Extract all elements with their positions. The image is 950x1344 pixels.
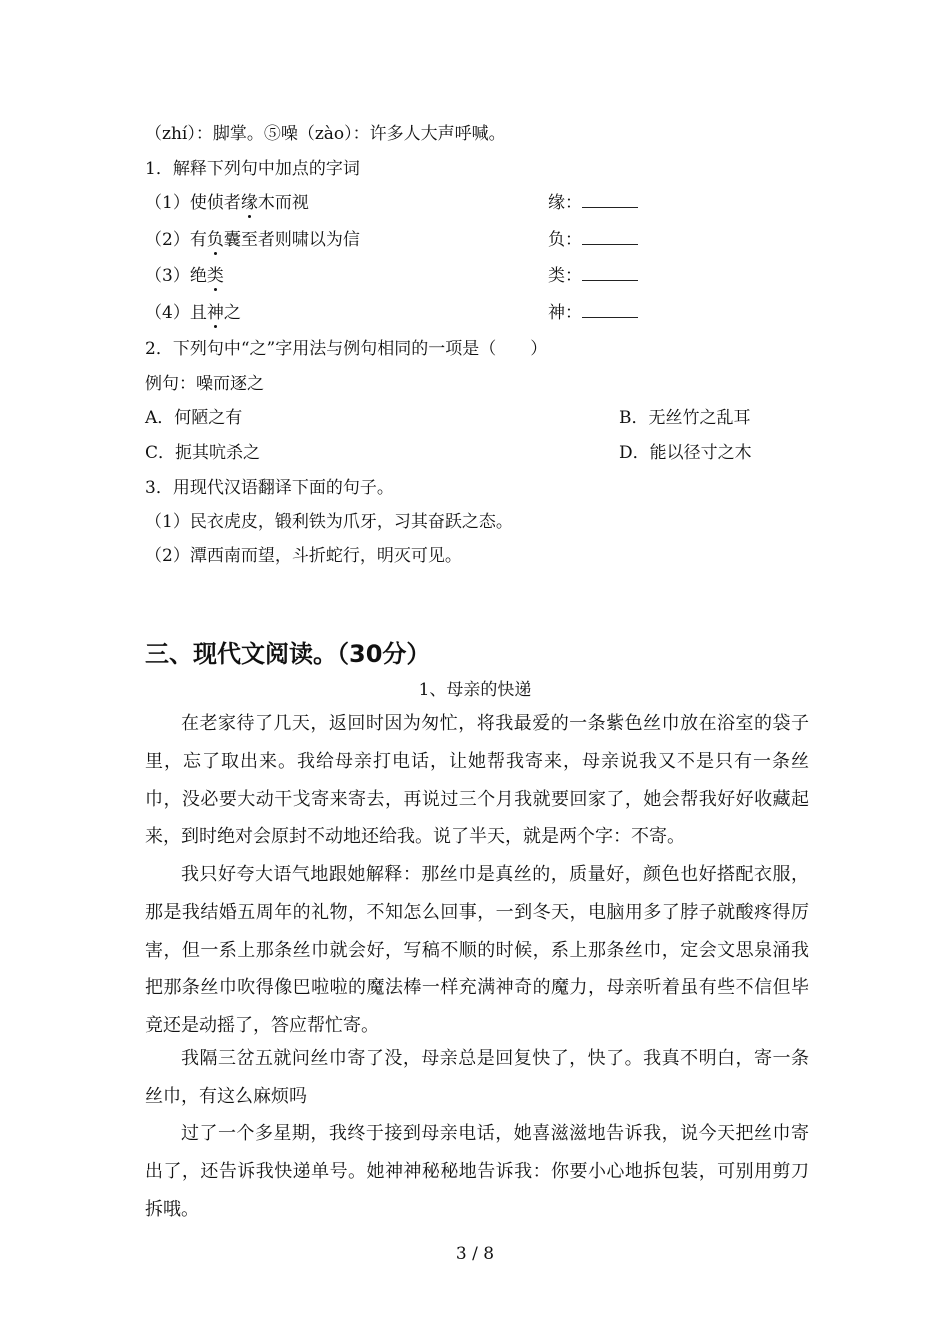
article-paragraph: 我只好夸大语气地跟她解释：那丝巾是真丝的，质量好，颜色也好搭配衣服，那是我结婚五周年的礼物，不知怎么回事，一到冬天，电脑用多了脖子就酸疼得厉害，但一系上那条丝巾就会好，写稿不顺的时候，系上那条丝巾，定会文思泉涌我把那条丝巾吹得像巴啦啦的魔法棒一样充满神奇的魔力，母亲听着虽有些不信但毕竟还是动摇了，答应帮忙寄。 (145, 864, 809, 1037)
option-b[interactable]: B．无丝竹之乱耳 (619, 408, 751, 428)
item-text-post: 囊至者则啸以为信 (223, 230, 360, 250)
option-a[interactable]: A．何陋之有 (145, 408, 243, 428)
dotted-char: 神 (206, 303, 224, 323)
question-1-item (145, 230, 582, 250)
item-text-post: 之 (223, 303, 241, 323)
dotted-char: 类 (206, 266, 224, 286)
answer-label: 神： (548, 303, 582, 323)
footnote-line: （zhí）：脚掌。⑤噪（zào）：许多人大声呼喊。 (145, 124, 506, 144)
question-3-heading: 3．用现代汉语翻译下面的句子。 (145, 478, 394, 498)
answer-blank[interactable] (582, 193, 638, 208)
answer-blank[interactable] (582, 266, 638, 281)
item-text-pre: （4）且 (145, 303, 207, 323)
answer-label: 类： (548, 266, 582, 286)
item-text-pre: （2）有 (145, 230, 207, 250)
dotted-char: 缘 (240, 193, 258, 213)
question-1-heading: 1．解释下列句中加点的字词 (145, 159, 360, 179)
dotted-char: 负 (206, 230, 224, 250)
article-paragraph: 过了一个多星期，我终于接到母亲电话，她喜滋滋地告诉我，说今天把丝巾寄出了，还告诉我快递单号。她神神秘秘地告诉我：你要小心地拆包装，可别用剪刀拆哦。 (145, 1123, 809, 1220)
item-text-pre: （1）使侦者 (145, 193, 241, 213)
question-2-example: 例句：噪而逐之 (145, 374, 264, 394)
article-paragraph: 在老家待了几天，返回时因为匆忙，将我最爱的一条紫色丝巾放在浴室的袋子里，忘了取出来。我给母亲打电话，让她帮我寄来，母亲说我又不是只有一条丝巾，没必要大动干戈寄来寄去，再说过三个月我就要回家了，她会帮我好好收藏起来，到时绝对会原封不动地还给我。说了半天，就是两个字：不寄。 (145, 713, 809, 848)
item-text-post: 木而视 (257, 193, 309, 213)
question-3-item: （1）民衣虎皮，锻利铁为爪牙，习其奋跃之态。 (145, 512, 513, 532)
question-1-item (145, 266, 582, 286)
question-1-item (145, 303, 582, 323)
answer-blank[interactable] (582, 303, 638, 318)
article-title: 1、母亲的快递 (418, 680, 532, 700)
answer-label: 缘： (548, 193, 582, 213)
question-3-item: （2）潭西南而望，斗折蛇行，明灭可见。 (145, 546, 462, 566)
section-title: 三、现代文阅读。（30分） (145, 640, 431, 668)
answer-label: 负： (548, 230, 582, 250)
answer-blank[interactable] (582, 230, 638, 245)
page-number: 3 / 8 (455, 1244, 495, 1264)
question-1-item (145, 193, 582, 213)
question-2-options-row (145, 408, 751, 428)
item-text-pre: （3）绝 (145, 266, 207, 286)
article-paragraph: 我隔三岔五就问丝巾寄了没，母亲总是回复快了，快了。我真不明白，寄一条丝巾，有这么麻烦吗 (145, 1048, 809, 1107)
option-d[interactable]: D．能以径寸之木 (619, 443, 752, 463)
question-2-heading: 2．下列句中“之”字用法与例句相同的一项是（ ） (145, 339, 548, 359)
option-c[interactable]: C．扼其吭杀之 (145, 443, 261, 463)
question-2-options-row (145, 443, 752, 463)
